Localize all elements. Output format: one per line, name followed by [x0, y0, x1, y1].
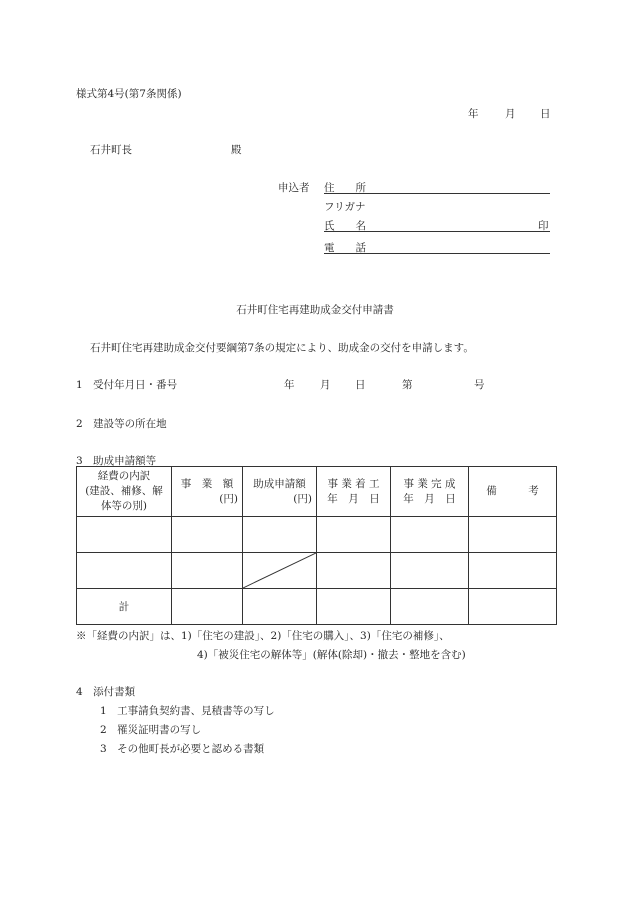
table-cell[interactable]: [469, 553, 557, 589]
note-line-1: ※「経費の内訳」は、1)「住宅の建設」、2)「住宅の購入」、3)「住宅の補修」、: [76, 630, 450, 642]
name-line: [324, 231, 550, 232]
table-cell[interactable]: [391, 553, 469, 589]
header-completion-date: 事 業 完 成 年 月 日: [391, 467, 469, 517]
item1-dai: 第: [402, 379, 413, 391]
table-cell[interactable]: [317, 553, 391, 589]
addressee-honorific: 殿: [231, 144, 242, 156]
name-label: 氏 名: [324, 220, 366, 232]
intro-text: 石井町住宅再建助成金交付要綱第7条の規定により、助成金の交付を申請します。: [90, 342, 474, 354]
seal-mark: 印: [538, 220, 549, 232]
header-start-date: 事 業 着 工 年 月 日: [317, 467, 391, 517]
header-remarks: 備 考: [469, 467, 557, 517]
header-project-amount: 事 業 額 (円): [172, 467, 243, 517]
phone-line: [324, 253, 550, 254]
grant-table: [76, 466, 557, 625]
address-line: [324, 193, 550, 194]
header-expense-breakdown: 経費の内訳 (建設、補修、解 体等の別): [77, 467, 172, 517]
table-cell[interactable]: [172, 553, 243, 589]
item1-year: 年: [284, 379, 295, 391]
attachment-item: 2 罹災証明書の写し: [100, 724, 202, 736]
note-line-2: 4)「被災住宅の解体等」(解体(除却)・撤去・整地を含む): [197, 649, 466, 661]
table-row: [77, 553, 557, 589]
item2-label: 2 建設等の所在地: [76, 418, 167, 430]
attachment-item: 3 その他町長が必要と認める書類: [100, 743, 265, 755]
table-cell[interactable]: [77, 517, 172, 553]
table-cell[interactable]: [243, 517, 317, 553]
furigana-label: フリガナ: [324, 201, 366, 213]
diagonal-line: [243, 553, 316, 588]
item1-label: 1 受付年月日・番号: [76, 379, 178, 391]
form-number: 様式第4号(第7条関係): [76, 88, 182, 100]
item1-go: 号: [474, 379, 485, 391]
address-label: 住 所: [324, 182, 366, 194]
table-cell[interactable]: [391, 517, 469, 553]
table-row: [77, 517, 557, 553]
table-cell[interactable]: [172, 517, 243, 553]
item4-label: 4 添付書類: [76, 686, 136, 698]
applicant-label: 申込者: [278, 182, 310, 194]
item1-month: 月: [320, 379, 331, 391]
date-day: 日: [540, 108, 551, 120]
table-cell[interactable]: [243, 589, 317, 625]
date-month: 月: [505, 108, 516, 120]
total-label: 計: [77, 589, 172, 625]
item1-day: 日: [355, 379, 366, 391]
attachment-item: 1 工事請負契約書、見積書等の写し: [100, 705, 275, 717]
table-cell[interactable]: [469, 517, 557, 553]
date-year: 年: [468, 108, 479, 120]
table-cell[interactable]: [172, 589, 243, 625]
table-cell[interactable]: [317, 517, 391, 553]
header-grant-amount: 助成申請額 (円): [243, 467, 317, 517]
table-header-row: [77, 467, 557, 517]
table-total-row: [77, 589, 557, 625]
grant-amount-crossed-cell: [243, 553, 317, 589]
table-cell[interactable]: [77, 553, 172, 589]
table-cell[interactable]: [391, 589, 469, 625]
phone-label: 電 話: [324, 242, 366, 254]
table-cell[interactable]: [317, 589, 391, 625]
addressee-name: 石井町長: [90, 144, 132, 156]
item3-label: 3 助成申請額等: [76, 455, 157, 467]
table-cell[interactable]: [469, 589, 557, 625]
document-title: 石井町住宅再建助成金交付申請書: [236, 304, 394, 316]
